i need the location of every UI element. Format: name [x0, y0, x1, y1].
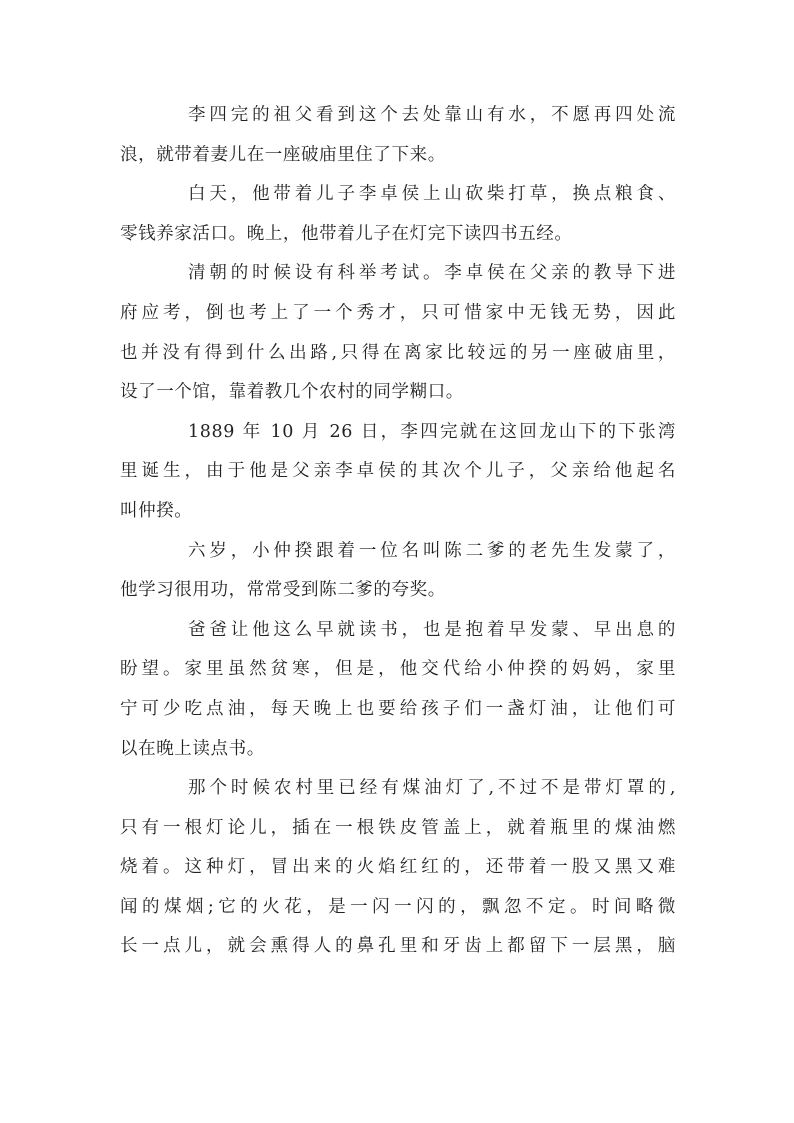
paragraph-7 [120, 769, 676, 967]
text-line: 1889 年 10 月 26 日，李四完就在这回龙山下的下张湾 [188, 421, 676, 442]
text-line: 盼望。家里虽然贫寒，但是，他交代给小仲揆的妈妈，家里 [120, 659, 676, 680]
paragraph-1 [120, 96, 676, 175]
text-line: 闻的煤烟;它的火花，是一闪一闪的，飘忽不定。时间略微 [120, 896, 676, 917]
text-line: 叫仲揆。 [120, 500, 193, 521]
text-line: 设了一个馆，靠着教几个农村的同学糊口。 [120, 382, 464, 403]
text-line: 白天，他带着儿子李卓侯上山砍柴打草，换点粮食、 [188, 184, 676, 205]
text-line: 那个时候农村里已经有煤油灯了,不过不是带灯罩的, [188, 778, 676, 799]
text-line: 也并没有得到什么出路,只得在离家比较远的另一座破庙里， [120, 342, 676, 363]
text-line: 六岁，小仲揆跟着一位名叫陈二爹的老先生发蒙了， [188, 540, 676, 561]
text-line: 浪，就带着妻儿在一座破庙里住了下来。 [120, 144, 446, 165]
text-line: 李四完的祖父看到这个去处靠山有水，不愿再四处流 [188, 105, 676, 125]
text-line: 只有一根灯论儿，插在一根铁皮管盖上，就着瓶里的煤油燃 [120, 817, 676, 838]
text-line: 以在晚上读点书。 [120, 738, 265, 759]
document-body [120, 96, 676, 967]
text-line: 里诞生，由于他是父亲李卓侯的其次个儿子，父亲给他起名 [120, 461, 676, 482]
paragraph-2 [120, 175, 676, 254]
paragraph-5 [120, 532, 676, 611]
text-line: 清朝的时候设有科举考试。李卓侯在父亲的教导下进 [188, 263, 676, 284]
text-line: 烧着。这种灯，冒出来的火焰红红的，还带着一股又黑又难 [120, 857, 676, 878]
text-line: 长一点儿，就会熏得人的鼻孔里和牙齿上都留下一层黑，脑 [120, 936, 676, 957]
paragraph-4 [120, 413, 676, 532]
text-line: 零钱养家活口。晚上，他带着儿子在灯完下读四书五经。 [120, 223, 573, 244]
text-line: 宁可少吃点油，每天晚上也要给孩子们一盏灯油，让他们可 [120, 698, 676, 719]
paragraph-6 [120, 611, 676, 769]
text-line: 爸爸让他这么早就读书，也是抱着早发蒙、早出息的 [188, 619, 676, 640]
paragraph-3 [120, 254, 676, 412]
text-line: 他学习很用功，常常受到陈二爹的夸奖。 [120, 580, 446, 601]
text-line: 府应考，倒也考上了一个秀才，只可惜家中无钱无势，因此 [120, 302, 676, 323]
